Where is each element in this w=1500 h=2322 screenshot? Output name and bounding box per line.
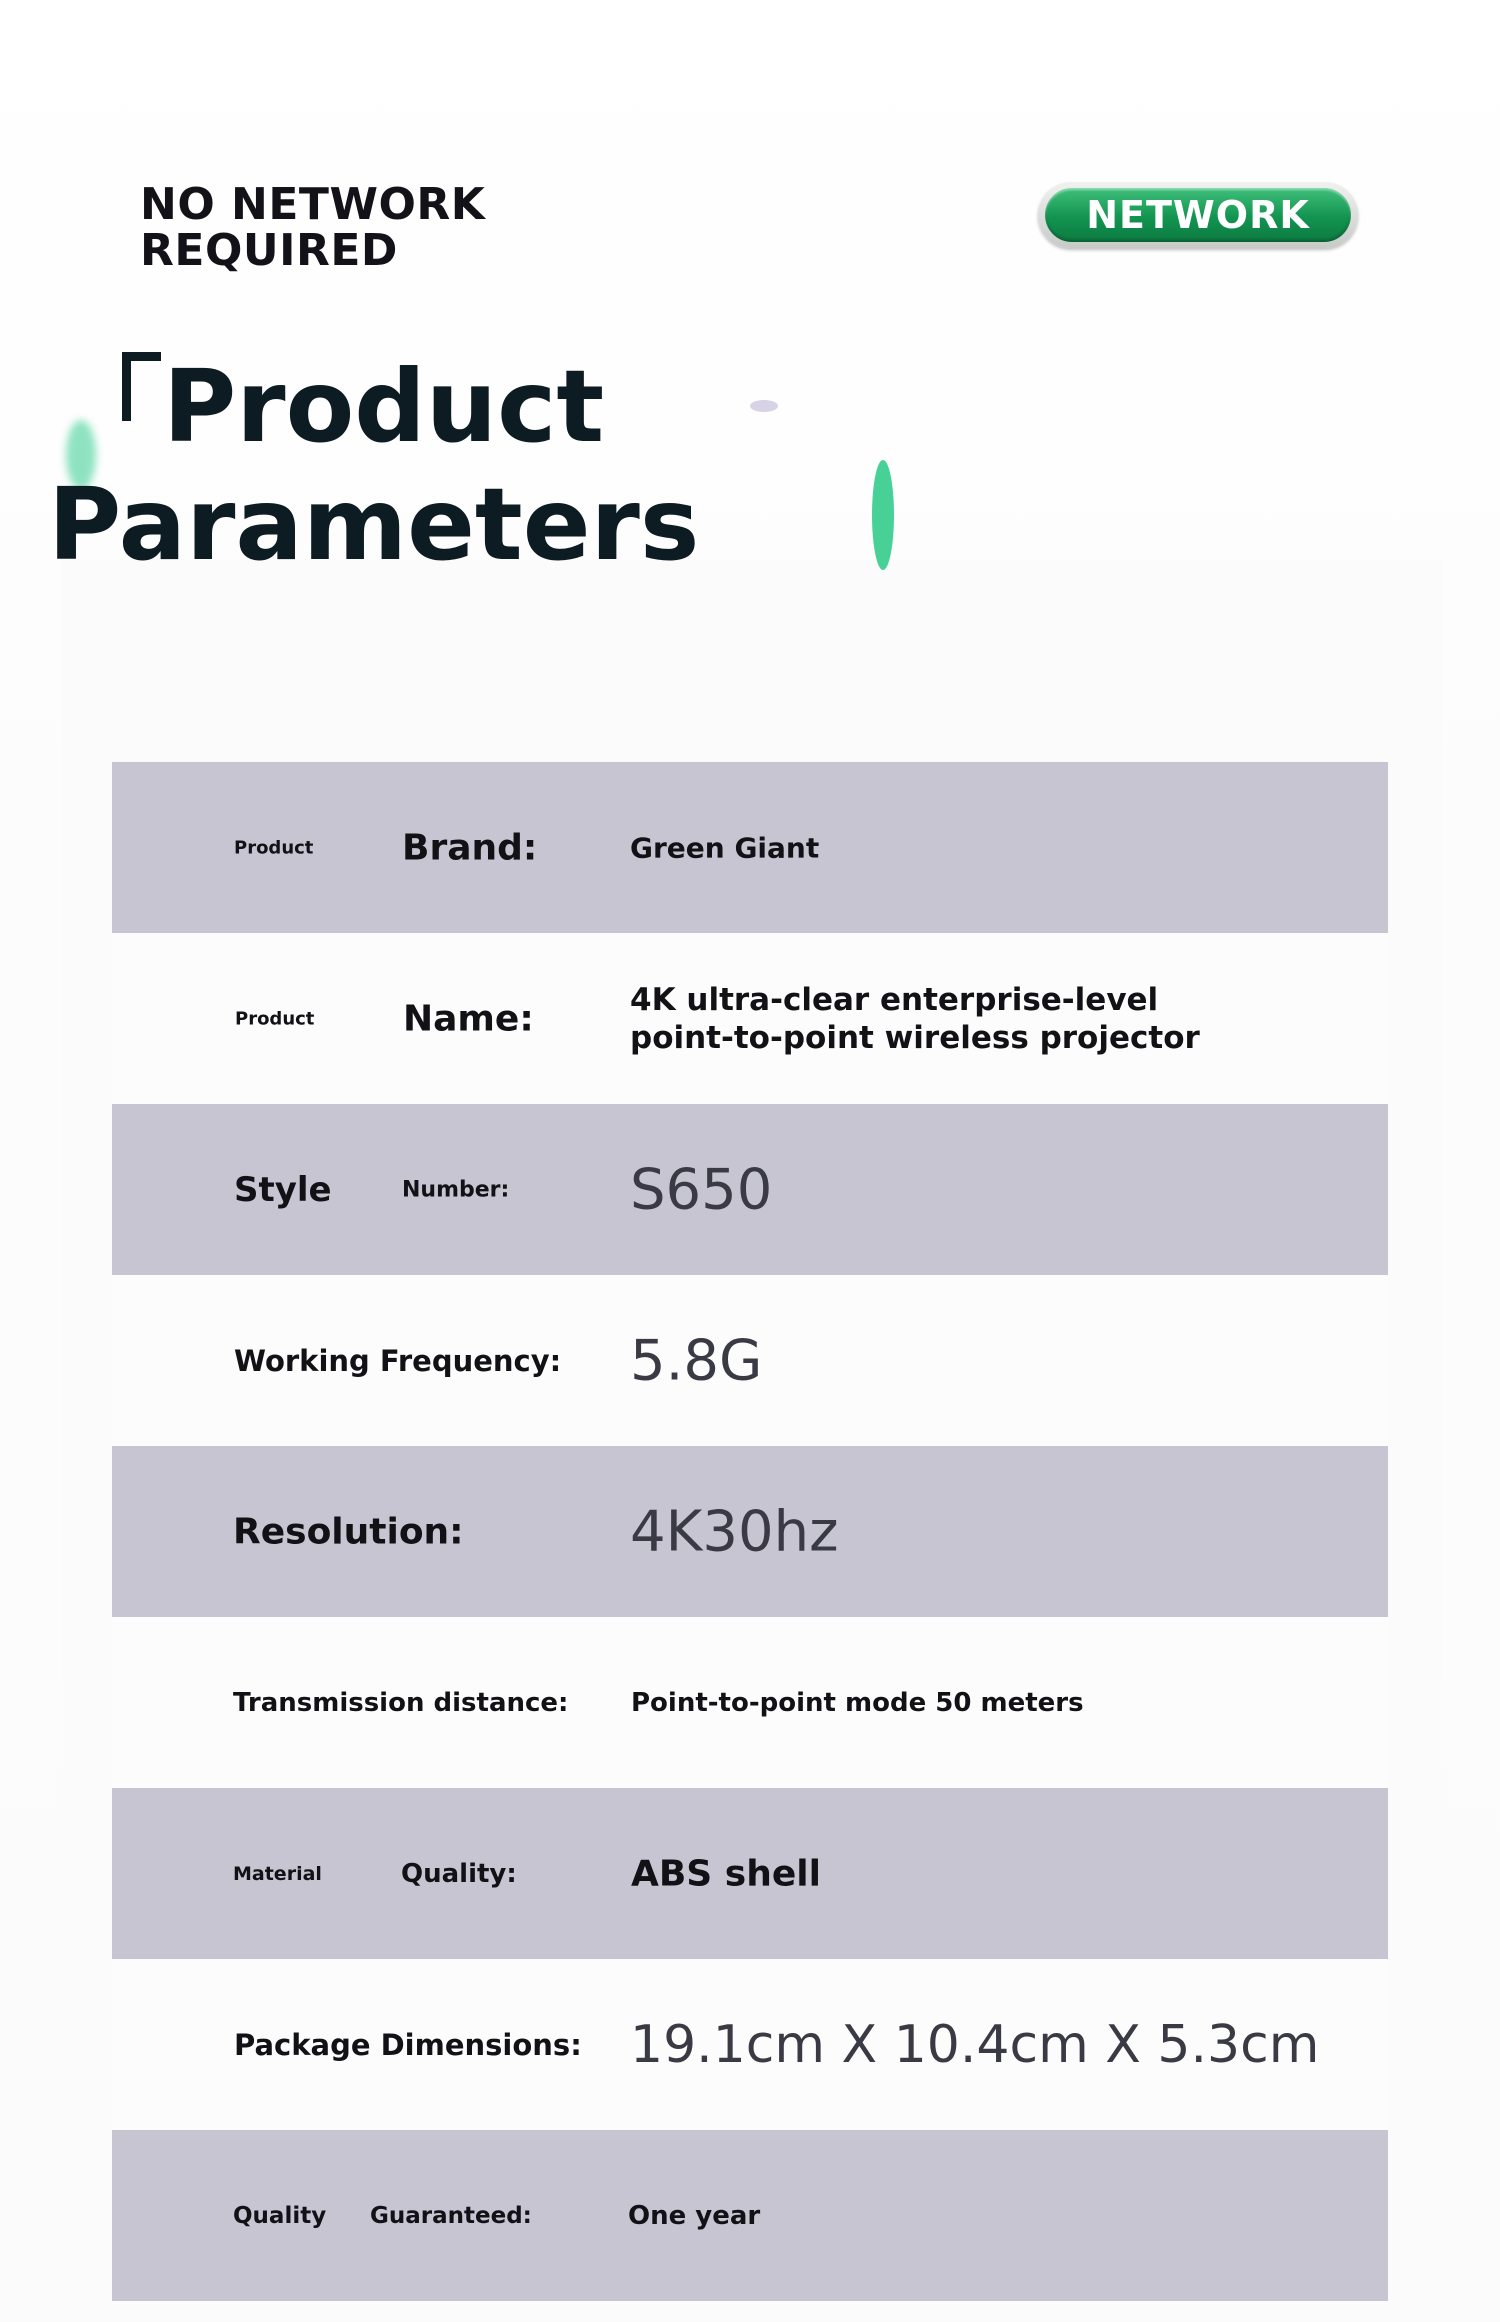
- param-label: Resolution:: [233, 1511, 464, 1552]
- param-row-frequency: [112, 1275, 1388, 1446]
- param-row-transmission: [112, 1617, 1388, 1788]
- decorative-dot: [750, 400, 778, 412]
- page-title: [48, 348, 699, 584]
- param-label: Brand:: [402, 827, 538, 868]
- param-label-prefix: Quality: [233, 2202, 327, 2229]
- param-label-prefix: Material: [233, 1862, 322, 1885]
- param-label-prefix: Product: [235, 1008, 315, 1029]
- param-row-warranty: [112, 2130, 1388, 2301]
- param-row-resolution: [112, 1446, 1388, 1617]
- param-label: Guaranteed:: [370, 2202, 532, 2229]
- page-title-line2: Parameters: [48, 466, 700, 583]
- page-title-line1: Product: [163, 348, 605, 465]
- param-value: ABS shell: [631, 1853, 821, 1894]
- param-label: Name:: [403, 998, 534, 1039]
- param-value-line2: point-to-point wireless projector: [630, 1019, 1200, 1056]
- network-badge: [1038, 182, 1358, 248]
- no-network-line2: REQUIRED: [140, 225, 398, 276]
- param-value: 5.8G: [630, 1328, 763, 1393]
- parameters-table: [112, 762, 1388, 2301]
- network-badge-label: NETWORK: [1086, 193, 1310, 237]
- param-row-style-number: [112, 1104, 1388, 1275]
- param-label: Number:: [402, 1177, 510, 1202]
- param-label: Quality:: [401, 1858, 517, 1889]
- param-label-prefix: Product: [234, 837, 314, 858]
- param-label: Package Dimensions:: [234, 2027, 582, 2062]
- param-value: 4K30hz: [630, 1499, 839, 1564]
- param-value: Point-to-point mode 50 meters: [631, 1687, 1084, 1718]
- param-label-prefix: Style: [234, 1169, 332, 1210]
- no-network-heading: [140, 179, 486, 276]
- param-value: One year: [628, 2200, 761, 2231]
- param-row-name: [112, 933, 1388, 1104]
- param-value: S650: [630, 1157, 773, 1222]
- param-label: Working Frequency:: [234, 1343, 562, 1378]
- green-accent-shape: [872, 460, 894, 570]
- param-value: 19.1cm X 10.4cm X 5.3cm: [630, 2014, 1320, 2075]
- param-row-brand: [112, 762, 1388, 933]
- param-value-line1: 4K ultra-clear enterprise-level: [630, 981, 1159, 1018]
- param-row-material: [112, 1788, 1388, 1959]
- param-value: [630, 981, 1200, 1057]
- param-row-dimensions: [112, 1959, 1388, 2130]
- network-badge-inner: [1045, 188, 1351, 242]
- no-network-line1: NO NETWORK: [140, 179, 486, 230]
- param-label: Transmission distance:: [233, 1687, 569, 1718]
- param-value: Green Giant: [630, 831, 820, 864]
